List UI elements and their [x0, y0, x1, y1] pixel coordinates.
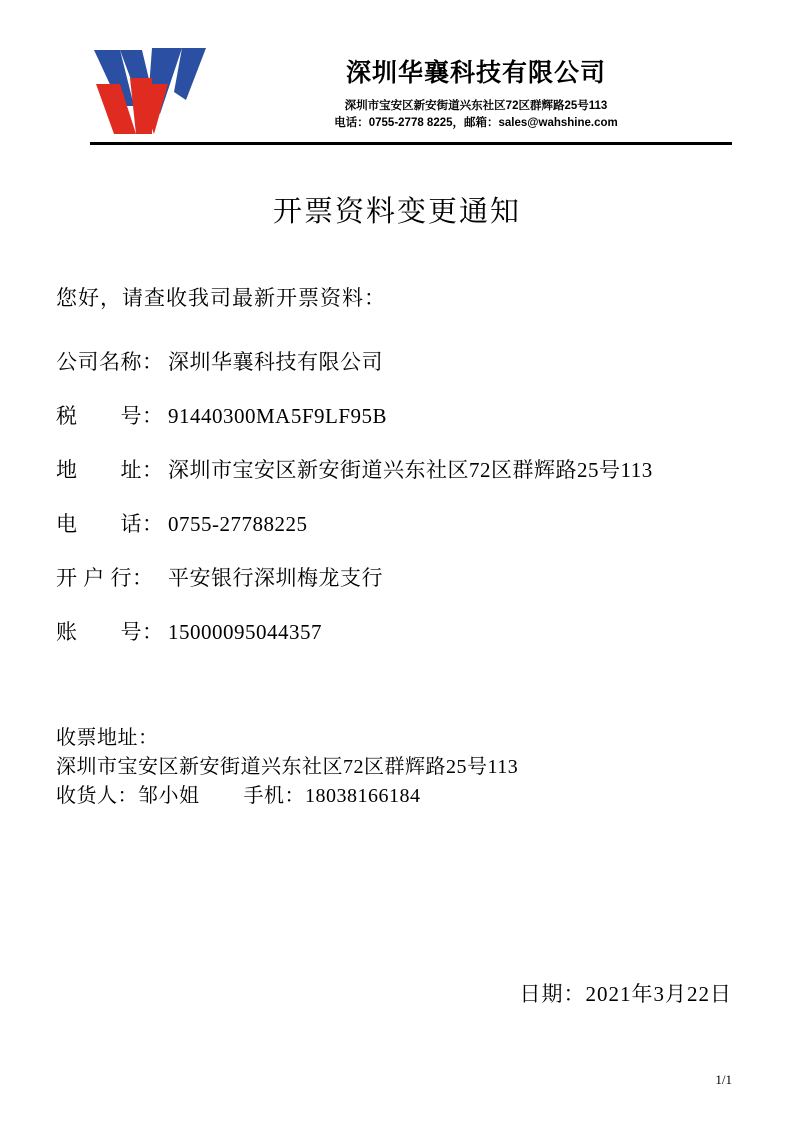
field-label: 地 址：	[56, 458, 164, 482]
field-value: 0755-27788225	[168, 512, 308, 536]
field-value: 91440300MA5F9LF95B	[168, 404, 388, 428]
field-value: 深圳市宝安区新安街道兴东社区72区群辉路25号113	[168, 458, 653, 482]
field-address	[56, 454, 794, 484]
field-account	[56, 616, 794, 646]
shipping-receiver-row	[56, 782, 794, 811]
company-logo-icon	[90, 44, 210, 136]
page-number: 1/1	[715, 1072, 732, 1087]
page-title: 开票资料变更通知	[272, 196, 521, 228]
phone-value: 18038166184	[305, 785, 421, 807]
header-divider	[90, 142, 732, 145]
company-contact: 电话：0755-2778 8225，邮箱：sales@wahshine.com	[334, 117, 618, 130]
company-name: 深圳华襄科技有限公司	[345, 59, 606, 87]
field-label: 公司名称：	[56, 350, 164, 374]
field-label: 电 话：	[56, 512, 164, 536]
receiver-label: 收货人：	[56, 785, 138, 807]
shipping-heading: 收票地址：	[56, 727, 159, 749]
field-label: 账 号：	[56, 620, 164, 644]
field-label: 开 户 行：	[56, 566, 154, 590]
company-header-text	[210, 40, 732, 133]
field-value: 平安银行深圳梅龙支行	[168, 566, 383, 590]
invoice-fields	[56, 346, 794, 646]
shipping-block	[56, 724, 794, 811]
letterhead	[0, 0, 794, 136]
field-value: 15000095044357	[168, 620, 322, 644]
shipping-address: 深圳市宝安区新安街道兴东社区72区群辉路25号113	[56, 756, 519, 778]
date-line: 日期：2021年3月22日	[519, 982, 732, 1006]
phone-label: 手机：	[243, 785, 305, 807]
field-phone	[56, 508, 794, 538]
receiver-name: 邹小姐	[138, 785, 200, 807]
field-label: 税 号：	[56, 404, 164, 428]
salutation: 您好，请查收我司最新开票资料：	[56, 286, 386, 310]
field-value: 深圳华襄科技有限公司	[168, 350, 383, 374]
field-tax-id	[56, 400, 794, 430]
field-bank	[56, 562, 794, 592]
field-company-name	[56, 346, 794, 376]
company-address: 深圳市宝安区新安街道兴东社区72区群辉路25号113	[344, 100, 608, 112]
